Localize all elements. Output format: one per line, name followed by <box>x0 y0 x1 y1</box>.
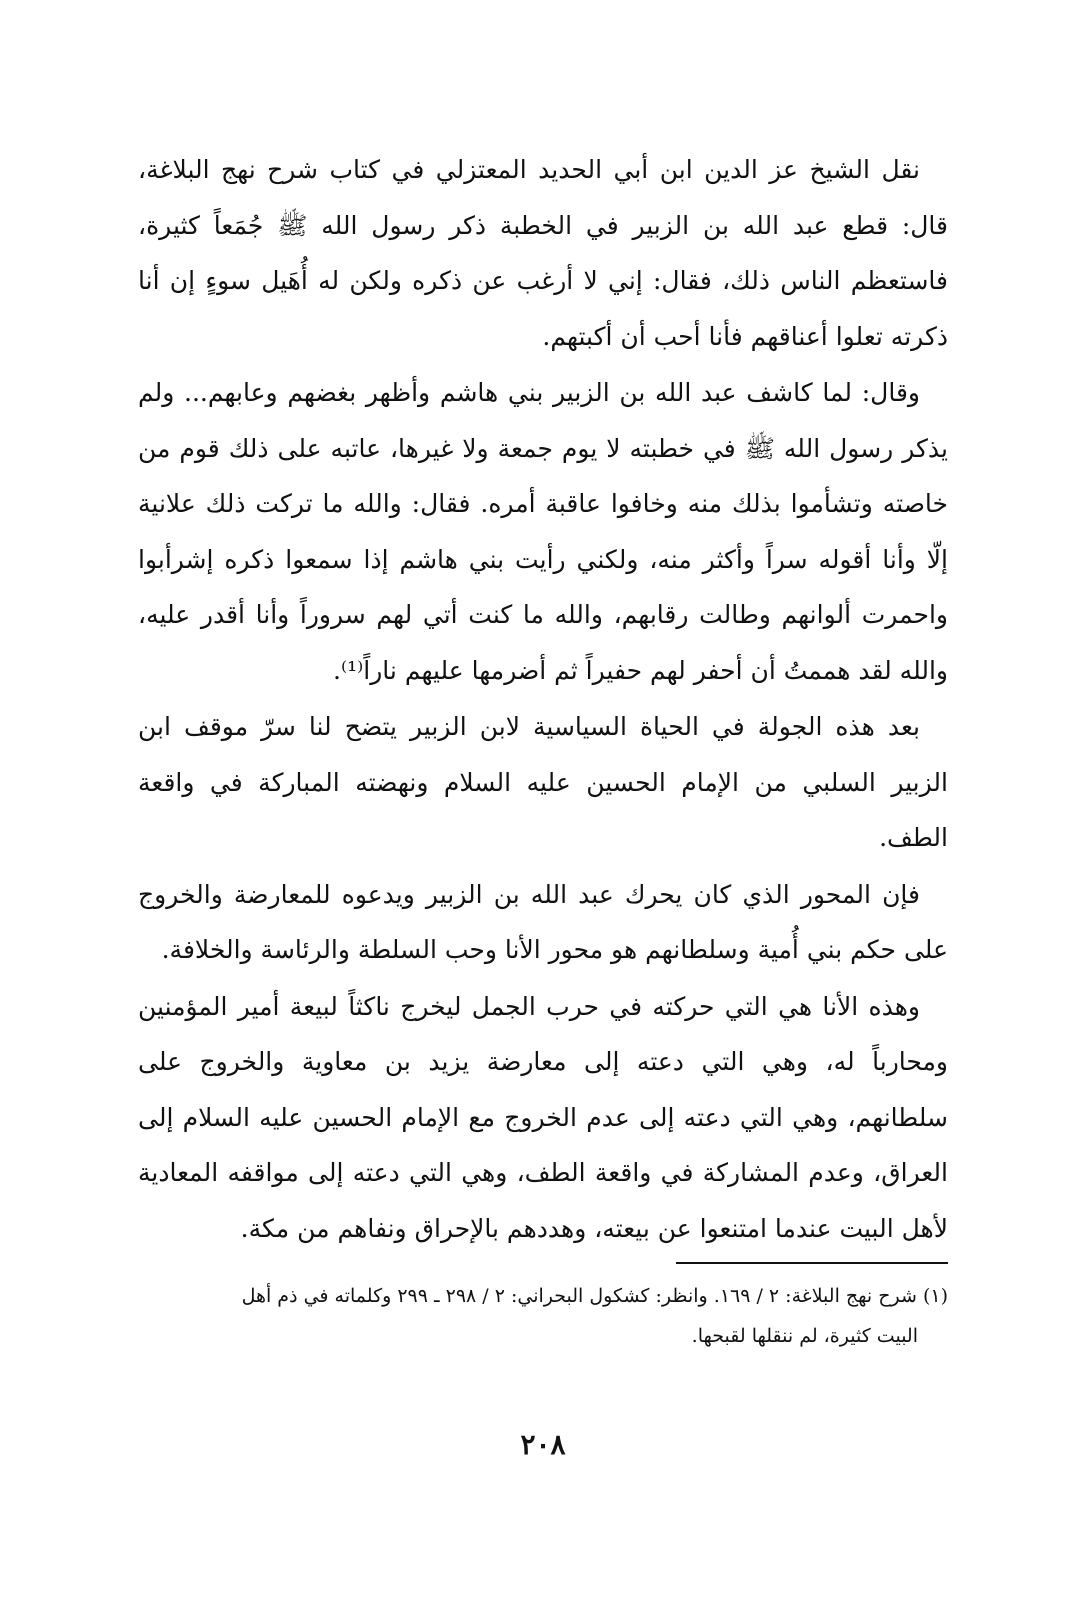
paragraph-3: بعد هذه الجولة في الحياة السياسية لابن الزبير يتضح لنا سرّ موقف ابن الزبير السلبي من الإمام الحسين عليه السلام ونهضته المباركة في واقعة الطف. <box>138 712 948 852</box>
page-number: ٢٠٨ <box>520 1428 566 1461</box>
paragraph-1: نقل الشيخ عز الدين ابن أبي الحديد المعتزلي في كتاب شرح نهج البلاغة، قال: قطع عبد الله بن الزبير في الخطبة ذكر رسول الله ﷺ جُمَعاً كثيرة، فاستعظم الناس ذلك، فقال: إني لا أرغب عن ذكره ولكن له أُهَيل سوءٍ إن أنا ذكرته تعلوا أعناقهم فأنا أحب أن أكبتهم. <box>138 155 948 351</box>
footnote-divider <box>676 1262 948 1264</box>
paragraph-2: وقال: لما كاشف عبد الله بن الزبير بني هاشم وأظهر بغضهم وعابهم... ولم يذكر رسول الله ﷺ في خطبته لا يوم جمعة ولا غيرها، عاتبه على ذلك قوم من خاصته وتشأموا بذلك منه وخافوا عاقبة أمره. فقال: والله ما تركت ذلك علانية إلّا وأنا أقوله سراً وأكثر منه، ولكني رأيت بني هاشم إذا سمعوا ذكره إشرأبوا واحمرت ألوانهم وطالت رقابهم، والله ما كنت أتي لهم سروراً وأنا أقدر عليه، والله لقد هممتُ أن أحفر لهم حفيراً ثم أضرمها عليهم ناراً⁽¹⁾. <box>138 378 948 685</box>
footnote-line-1: (١) شرح نهج البلاغة: ٢ / ١٦٩. وانظر: كشكول البحراني: ٢ / ٢٩٨ ـ ٢٩٩ وكلماته في ذم أهل <box>241 1285 948 1307</box>
footnote-line-2: البيت كثيرة، لم ننقلها لقبحها. <box>691 1325 918 1347</box>
footnote <box>138 1276 948 1356</box>
main-text <box>138 142 948 1257</box>
paragraph-5: وهذه الأنا هي التي حركته في حرب الجمل ليخرج ناكثاً لبيعة أمير المؤمنين ومحارباً له، وهي التي دعته إلى معارضة يزيد بن معاوية والخروج على سلطانهم، وهي التي دعته إلى عدم الخروج مع الإمام الحسين عليه السلام إلى العراق، وعدم المشاركة في واقعة الطف، وهي التي دعته إلى مواقفه المعادية لأهل البيت عندما امتنعوا عن بيعته، وهددهم بالإحراق ونفاهم من مكة. <box>138 991 948 1243</box>
paragraph-4: فإن المحور الذي كان يحرك عبد الله بن الزبير ويدعوه للمعارضة والخروج على حكم بني أُمية وسلطانهم هو محور الأنا وحب السلطة والرئاسة والخلافة. <box>138 879 948 964</box>
